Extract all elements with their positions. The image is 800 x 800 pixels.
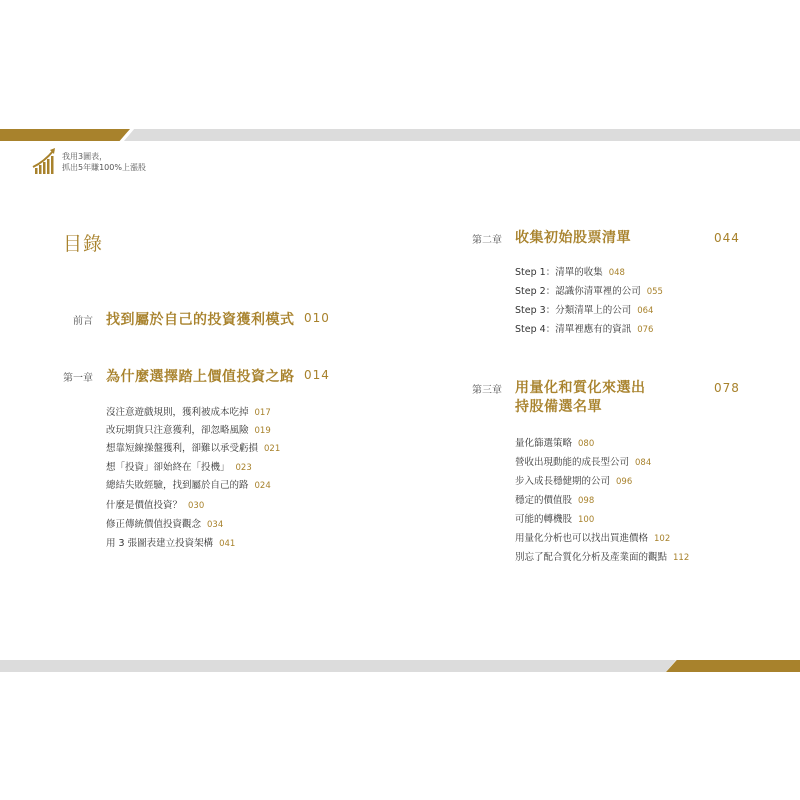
item-page: 096 (616, 477, 633, 487)
item-page: 048 (608, 268, 625, 278)
rising-chart-icon (32, 146, 58, 180)
item-page: 112 (673, 553, 690, 563)
top-band-gold (0, 129, 130, 141)
item-title: 用量化分析也可以找出買進價格 (515, 533, 649, 544)
chapter1-item[interactable] (106, 459, 252, 473)
item-title: 想靠短線操盤獲利，卻難以承受虧損 (106, 443, 259, 454)
toc-title: 目錄 (63, 233, 104, 255)
chapter2-page: 044 (714, 231, 740, 245)
top-band-gray (124, 129, 800, 141)
chapter2-item[interactable] (515, 321, 653, 335)
item-title: 想「投資」卻始終在「投機」 (106, 462, 230, 473)
chapter1-item[interactable] (106, 422, 271, 436)
item-title: 用 3 張圖表建立投資架構 (106, 538, 214, 549)
preface-page: 010 (304, 311, 330, 325)
preface-label: 前言 (73, 316, 93, 327)
item-title: Step 1：清單的收集 (515, 267, 603, 278)
chapter1-item[interactable] (106, 440, 280, 454)
bottom-band-gold (666, 660, 800, 672)
item-page: 019 (254, 426, 271, 436)
item-page: 023 (235, 463, 252, 473)
item-title: Step 2：認識你清單裡的公司 (515, 286, 641, 297)
item-page: 100 (578, 515, 595, 525)
chapter3-page: 078 (714, 381, 740, 395)
chapter2-item[interactable] (515, 302, 653, 316)
item-title: 量化篩選策略 (515, 438, 573, 449)
item-page: 098 (578, 496, 595, 506)
chapter3-item[interactable] (515, 530, 670, 544)
chapter2-title[interactable]: 收集初始股票清單 (515, 230, 631, 246)
item-page: 076 (637, 325, 654, 335)
chapter3-item[interactable] (515, 473, 632, 487)
chapter3-item[interactable] (515, 435, 594, 449)
bottom-band-gray (0, 660, 676, 672)
chapter2-item[interactable] (515, 264, 625, 278)
item-page: 034 (207, 520, 224, 530)
item-title: Step 3：分類清單上的公司 (515, 305, 632, 316)
item-title: 總結失敗經驗，找到屬於自己的路 (106, 480, 249, 491)
logo-line-1: 我用3圖表， (62, 152, 108, 161)
item-page: 017 (254, 408, 271, 418)
item-page: 021 (264, 444, 281, 454)
chapter1-title[interactable]: 為什麼選擇踏上價值投資之路 (106, 369, 295, 385)
item-title: 別忘了配合質化分析及產業面的觀點 (515, 552, 668, 563)
item-page: 030 (188, 501, 205, 511)
chapter3-item[interactable] (515, 549, 689, 563)
item-page: 024 (254, 481, 271, 491)
item-title: 步入成長穩健期的公司 (515, 476, 611, 487)
chapter2-label: 第二章 (472, 235, 502, 246)
logo-line-2: 抓出5年賺100%上漲股 (62, 163, 146, 172)
preface-title[interactable]: 找到屬於自己的投資獲利模式 (106, 312, 295, 328)
item-title: 改玩期貨只注意獲利，卻忽略風險 (106, 425, 249, 436)
chapter3-title-line2[interactable]: 持股備選名單 (515, 399, 602, 415)
chapter1-label: 第一章 (63, 373, 93, 384)
chapter1-item[interactable] (106, 477, 271, 491)
item-page: 084 (635, 458, 652, 468)
item-title: 什麼是價值投資？ (106, 500, 183, 511)
item-title: 營收出現動能的成長型公司 (515, 457, 630, 468)
chapter3-item[interactable] (515, 511, 594, 525)
item-page: 055 (646, 287, 663, 297)
item-title: 修正傳統價值投資觀念 (106, 519, 202, 530)
book-logo (32, 146, 192, 178)
chapter1-page: 014 (304, 368, 330, 382)
item-page: 041 (219, 539, 236, 549)
item-title: 可能的轉機股 (515, 514, 573, 525)
chapter1-item[interactable] (106, 516, 223, 530)
chapter1-item[interactable] (106, 497, 204, 511)
item-page: 064 (637, 306, 654, 316)
chapter1-item[interactable] (106, 404, 271, 418)
chapter3-item[interactable] (515, 454, 651, 468)
chapter3-title-line1[interactable]: 用量化和質化來選出 (515, 380, 646, 396)
chapter1-item[interactable] (106, 535, 235, 549)
item-title: Step 4：清單裡應有的資訊 (515, 324, 632, 335)
item-title: 沒注意遊戲規則，獲利被成本吃掉 (106, 407, 249, 418)
item-page: 080 (578, 439, 595, 449)
chapter3-label: 第三章 (472, 385, 502, 396)
chapter2-item[interactable] (515, 283, 663, 297)
chapter3-item[interactable] (515, 492, 594, 506)
item-title: 穩定的價值股 (515, 495, 573, 506)
item-page: 102 (654, 534, 671, 544)
